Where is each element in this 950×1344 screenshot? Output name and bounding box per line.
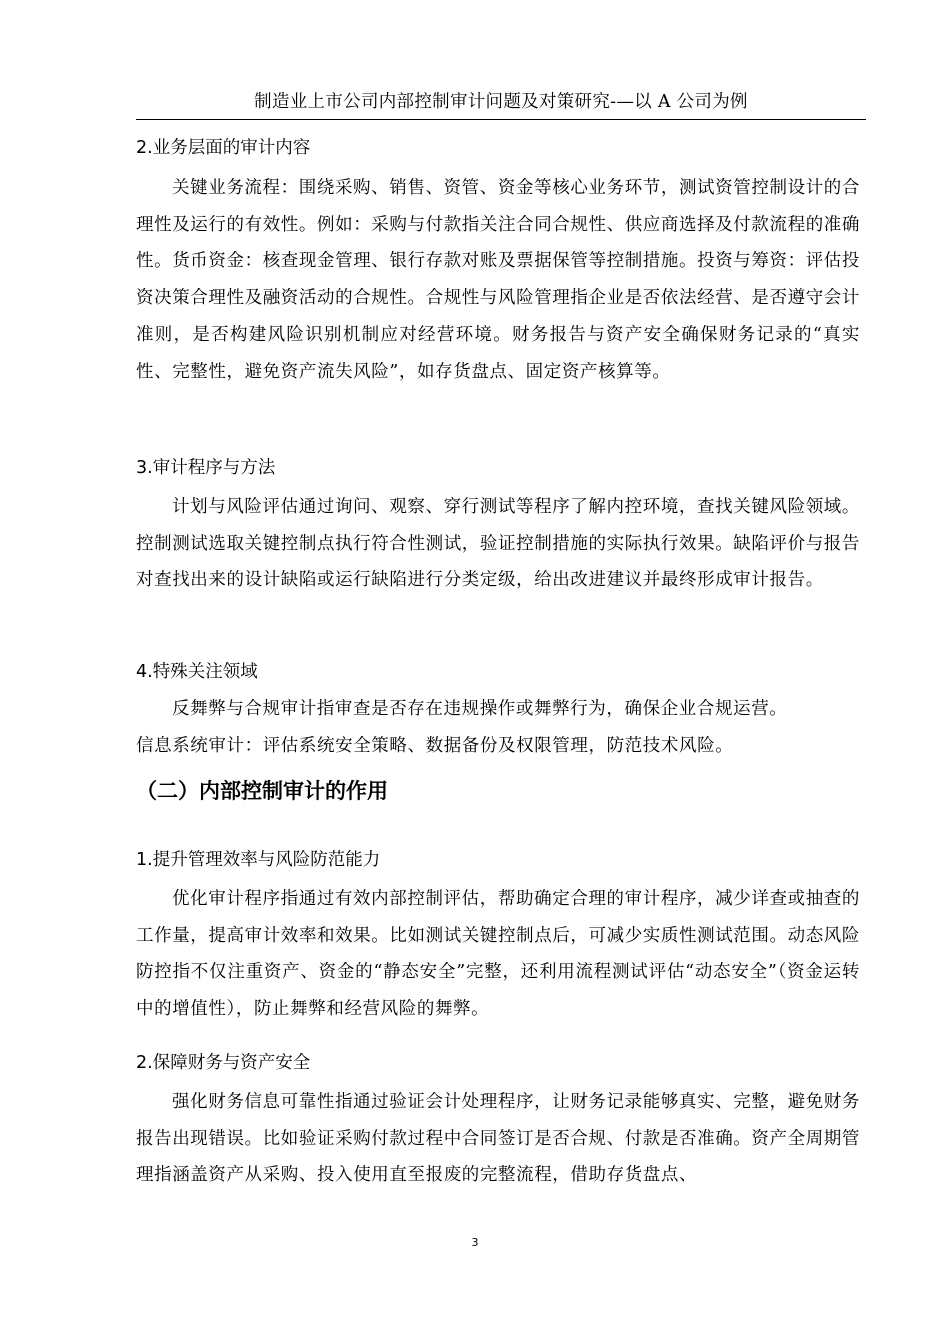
section-heading-audit-procedures: 3.审计程序与方法	[136, 458, 276, 478]
paragraph-asset-safety: 强化财务信息可靠性指通过验证会计处理程序，让财务记录能够真实、完整，避免财务报告出现错误。比如验证采购付款过程中合同签订是否合规、付款是否准确。资产全周期管理指涵盖资产从采购、投入使用直至报废的完整流程，借助存货盘点、	[136, 1092, 860, 1186]
paragraph-business-level: 关键业务流程：围绕采购、销售、资管、资金等核心业务环节，测试资管控制设计的合理性及运行的有效性。例如：采购与付款指关注合同合规性、供应商选择及付款流程的准确性。货币资金：核查现金管理、银行存款对账及票据保管等控制措施。投资与筹资：评估投资决策合理性及融资活动的合规性。合规性与风险管理指企业是否依法经营、是否遵守会计准则，是否构建风险识别机制应对经营环境。财务报告与资产安全确保财务记录的“真实性、完整性，避免资产流失风险”，如存货盘点、固定资产核算等。	[136, 178, 860, 382]
paragraph-information-systems: 信息系统审计：评估系统安全策略、数据备份及权限管理，防范技术风险。	[136, 736, 734, 756]
paragraph-efficiency: 优化审计程序指通过有效内部控制评估，帮助确定合理的审计程序，减少详查或抽查的工作量，提高审计效率和效果。比如测试关键控制点后，可减少实质性测试范围。动态风险防控指不仅注重资产、资金的“静态安全”完整，还利用流程测试评估“动态安全”（资金运转中的增值性），防止舞弊和经营风险的舞弊。	[136, 889, 860, 1020]
page-number: 3	[471, 1236, 479, 1249]
running-header: 制造业上市公司内部控制审计问题及对策研究-—以 A 公司为例	[254, 92, 748, 112]
chapter-heading-role-of-audit: （二）内部控制审计的作用	[136, 779, 388, 803]
section-heading-special-areas: 4.特殊关注领域	[136, 662, 258, 682]
paragraph-anti-fraud: 反舞弊与合规审计指审查是否存在违规操作或舞弊行为，确保企业合规运营。	[172, 699, 788, 719]
header-rule	[136, 119, 866, 120]
paragraph-audit-procedures: 计划与风险评估通过询问、观察、穿行测试等程序了解内控环境，查找关键风险领域。控制测试选取关键控制点执行符合性测试，验证控制措施的实际执行效果。缺陷评价与报告对查找出来的设计缺陷或运行缺陷进行分类定级，给出改进建议并最终形成审计报告。	[136, 497, 860, 591]
section-heading-asset-safety: 2.保障财务与资产安全	[136, 1053, 311, 1073]
section-heading-efficiency: 1.提升管理效率与风险防范能力	[136, 850, 381, 870]
section-heading-business-level: 2.业务层面的审计内容	[136, 138, 311, 158]
